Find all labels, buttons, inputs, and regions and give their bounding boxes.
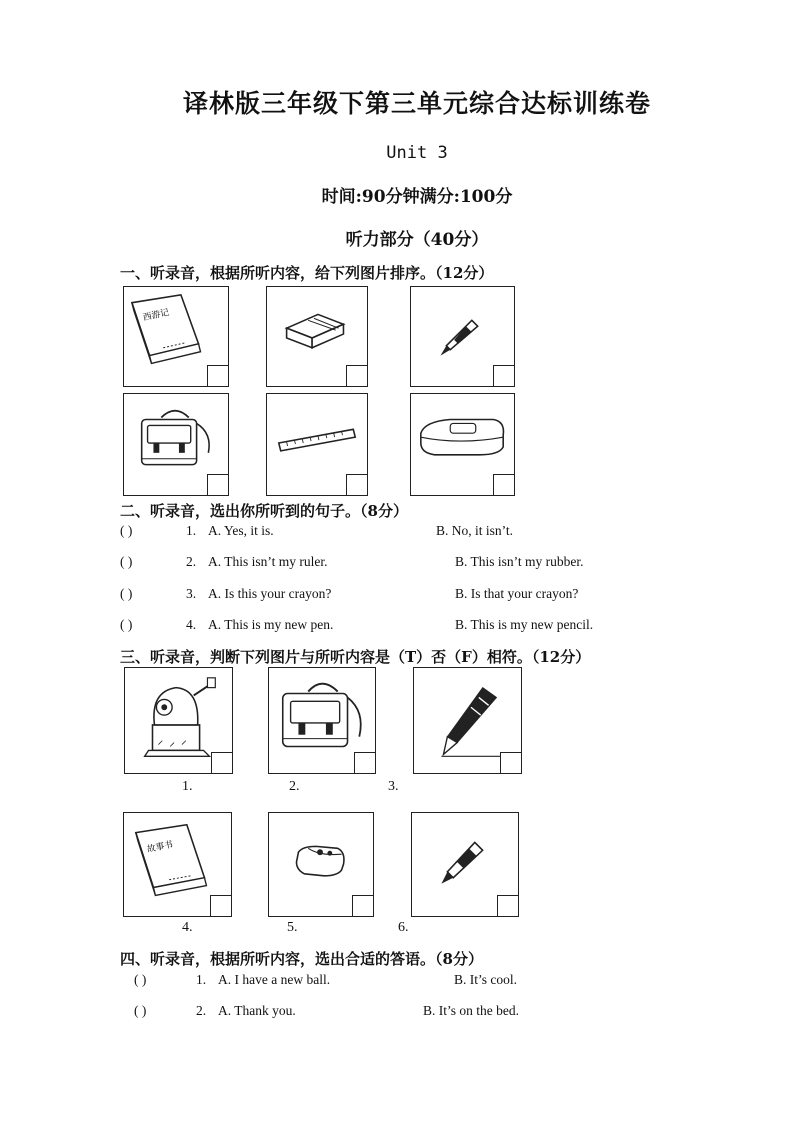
s3-label-1: 1. (182, 779, 193, 794)
s2-q3-option-b: B. Is that your crayon? (455, 586, 579, 601)
s2-q2-num: 2. (186, 554, 197, 569)
s2-q1-option-a: A. Yes, it is. (208, 523, 274, 538)
section4-heading: 四、听录音，根据所听内容，选出合适的答语。（8分） (120, 950, 483, 968)
s4-q1-paren[interactable]: ( ) (134, 972, 147, 987)
s2-q3-num: 3. (186, 586, 197, 601)
s1-picture-book (123, 286, 229, 387)
answer-box[interactable] (210, 895, 232, 917)
s4-q1-num: 1. (196, 972, 207, 987)
s3-label-4: 4. (182, 920, 193, 935)
s2-q1-option-b: B. No, it isn’t. (436, 523, 514, 538)
s3-label-6: 6. (398, 920, 409, 935)
s2-q4-paren[interactable]: ( ) (120, 617, 133, 632)
s4-q1-option-b: B. It’s cool. (454, 972, 517, 987)
exam-meta: 时间:90分钟满分:100分 (321, 187, 513, 207)
s1-picture-pen (410, 286, 515, 387)
s3-picture-1 (124, 667, 233, 774)
answer-box[interactable] (211, 752, 233, 774)
s3-label-3: 3. (388, 779, 399, 794)
book-cover-text: 故事书 (146, 839, 175, 856)
s4-q2-option-a: A. Thank you. (218, 1003, 296, 1018)
s1-picture-rubber (266, 286, 368, 387)
answer-box[interactable] (497, 895, 519, 917)
s2-q3-option-a: A. Is this your crayon? (208, 586, 332, 601)
page-title: 译林版三年级下第三单元综合达标训练卷 (182, 89, 651, 118)
s4-q2-num: 2. (196, 1003, 207, 1018)
s2-q4-num: 4. (186, 617, 197, 632)
s3-label-5: 5. (287, 920, 298, 935)
answer-box[interactable] (346, 365, 368, 387)
answer-box[interactable] (500, 752, 522, 774)
section2-heading: 二、听录音，选出你所听到的句子。（8分） (120, 502, 408, 520)
answer-box[interactable] (354, 752, 376, 774)
s4-q2-option-b: B. It’s on the bed. (423, 1003, 519, 1018)
answer-box[interactable] (493, 365, 515, 387)
s3-label-2: 2. (289, 779, 300, 794)
s4-q1-option-a: A. I have a new ball. (218, 972, 331, 987)
s3-picture-6 (411, 812, 519, 917)
unit-label: Unit 3 (386, 143, 448, 163)
answer-box[interactable] (346, 474, 368, 496)
s2-q2-option-a: A. This isn’t my ruler. (208, 554, 328, 569)
section1-heading: 一、听录音，根据所听内容，给下列图片排序。（12分） (120, 264, 494, 282)
s3-picture-2 (268, 667, 376, 774)
s2-q2-paren[interactable]: ( ) (120, 554, 133, 569)
s3-picture-5 (268, 812, 374, 917)
book-cover-text: 西游记 (142, 307, 171, 324)
s3-picture-3 (413, 667, 522, 774)
s2-q3-paren[interactable]: ( ) (120, 586, 133, 601)
s2-q1-paren[interactable]: ( ) (120, 523, 133, 538)
s1-picture-pencil-case (410, 393, 515, 496)
s2-q4-option-a: A. This is my new pen. (208, 617, 334, 632)
answer-box[interactable] (352, 895, 374, 917)
s1-picture-ruler (266, 393, 368, 496)
s2-q1-num: 1. (186, 523, 197, 538)
s2-q2-option-b: B. This isn’t my rubber. (455, 554, 584, 569)
part-title: 听力部分（40分） (345, 230, 489, 250)
s2-q4-option-b: B. This is my new pencil. (455, 617, 594, 632)
answer-box[interactable] (493, 474, 515, 496)
section3-heading: 三、听录音，判断下列图片与所听内容是（T）否（F）相符。（12分） (120, 648, 591, 666)
s4-q2-paren[interactable]: ( ) (134, 1003, 147, 1018)
answer-box[interactable] (207, 365, 229, 387)
answer-box[interactable] (207, 474, 229, 496)
s3-picture-4 (123, 812, 232, 917)
s1-picture-schoolbag (123, 393, 229, 496)
